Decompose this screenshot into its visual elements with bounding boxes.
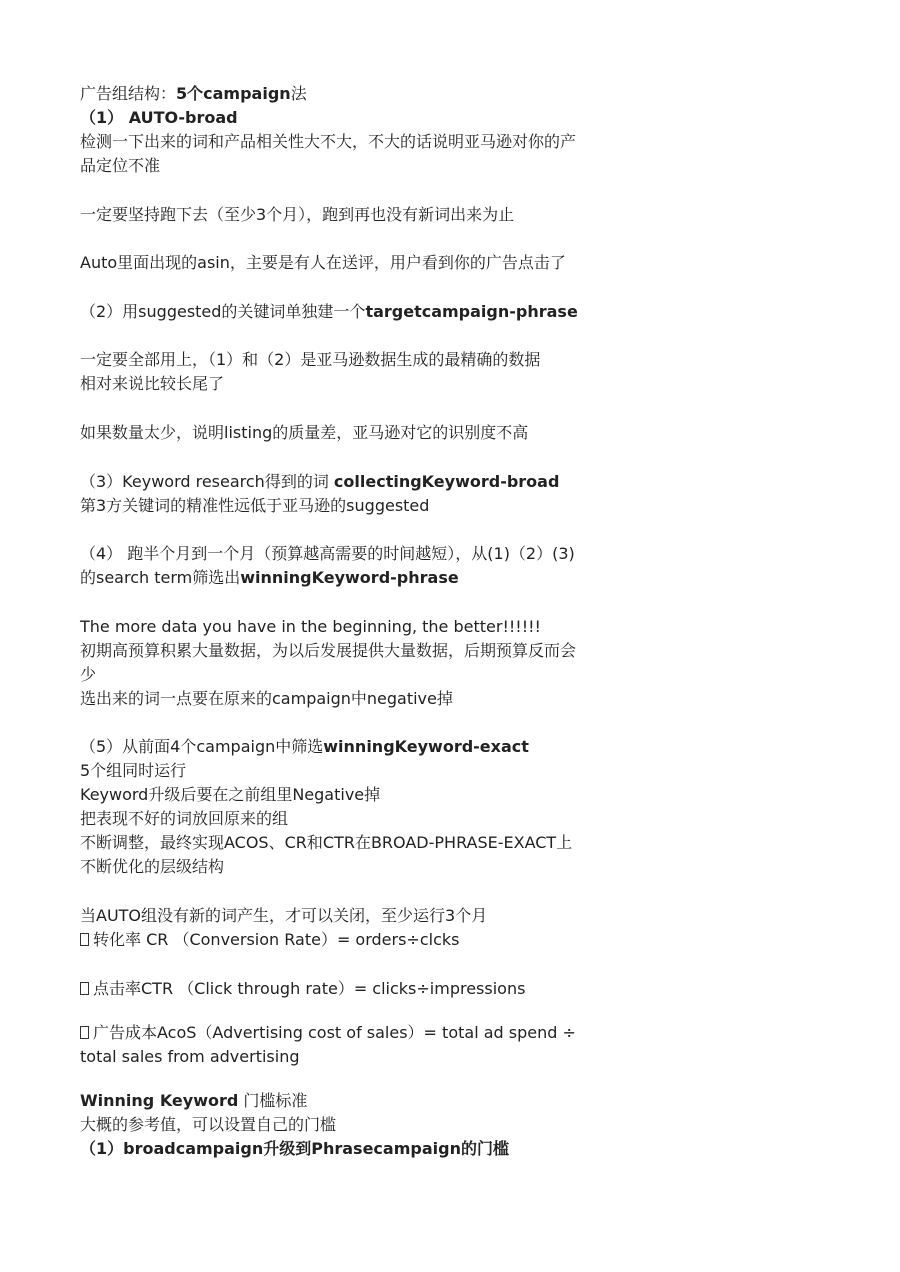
metric-acos: 广告成本AcoS（Advertising cost of sales）= total ad spend ÷ (80, 1021, 640, 1045)
metric-ctr: 点击率CTR （Click through rate）= clicks÷impressions (80, 977, 640, 1001)
paragraph: 大概的参考值，可以设置自己的门槛 (80, 1114, 337, 1134)
paragraph: 初期高预算积累大量数据，为以后发展提供大量数据，后期预算反而会 (80, 640, 577, 660)
section-4-heading: （4） 跑半个月到一个月（预算越高需要的时间越短），从(1)（2）(3) (80, 544, 575, 564)
paragraph: 当AUTO组没有新的词产生，才可以关闭，至少运行3个月 (80, 905, 488, 925)
doc-title: 广告组结构：5个campaign法 (80, 84, 307, 103)
checkbox-icon (80, 982, 89, 995)
paragraph: 一定要坚持跑下去（至少3个月），跑到再也没有新词出来为止 (80, 204, 515, 224)
paragraph: 相对来说比较长尾了 (80, 374, 225, 394)
paragraph: 一定要全部用上，（1）和（2）是亚马逊数据生成的最精确的数据 (80, 350, 541, 370)
paragraph: 5个组同时运行 (80, 761, 187, 781)
section-2-heading: （2）用suggested的关键词单独建一个targetcampaign-phrase (80, 301, 578, 321)
paragraph: 如果数量太少，说明listing的质量差，亚马逊对它的识别度不高 (80, 422, 529, 442)
paragraph: The more data you have in the beginning, the better!!!!!! (80, 616, 541, 636)
paragraph: 的search term筛选出winningKeyword-phrase (80, 568, 459, 588)
section-5-heading: （5）从前面4个campaign中筛选winningKeyword-exact (80, 737, 529, 757)
paragraph: Keyword升级后要在之前组里Negative掉 (80, 785, 381, 805)
paragraph: 少 (80, 664, 97, 684)
checkbox-icon (80, 1026, 89, 1039)
section-3-heading: （3）Keyword research得到的词 collectingKeyword-broad (80, 471, 560, 491)
paragraph: 选出来的词一点要在原来的campaign中negative掉 (80, 688, 453, 708)
paragraph: total sales from advertising (80, 1046, 300, 1066)
paragraph: 不断优化的层级结构 (80, 857, 225, 877)
paragraph: 不断调整，最终实现ACOS、CR和CTR在BROAD-PHRASE-EXACT上 (80, 833, 573, 853)
winning-keyword-heading: Winning Keyword 门槛标准 (80, 1090, 308, 1110)
paragraph: 把表现不好的词放回原来的组 (80, 809, 289, 829)
paragraph: 第3方关键词的精准性远低于亚马逊的suggested (80, 495, 430, 515)
checkbox-icon (80, 933, 89, 946)
paragraph: 品定位不准 (80, 156, 161, 175)
metric-cr: 转化率 CR （Conversion Rate）= orders÷clcks (80, 928, 640, 952)
section-1-heading: （1） AUTO-broad (80, 108, 238, 127)
document-body (80, 82, 640, 1161)
paragraph: Auto里面出现的asin，主要是有人在送评，用户看到你的广告点击了 (80, 253, 566, 273)
paragraph: 检测一下出来的词和产品相关性大不大，不大的话说明亚马逊对你的产 (80, 132, 577, 151)
threshold-heading: （1）broadcampaign升级到Phrasecampaign的门槛 (80, 1138, 509, 1158)
